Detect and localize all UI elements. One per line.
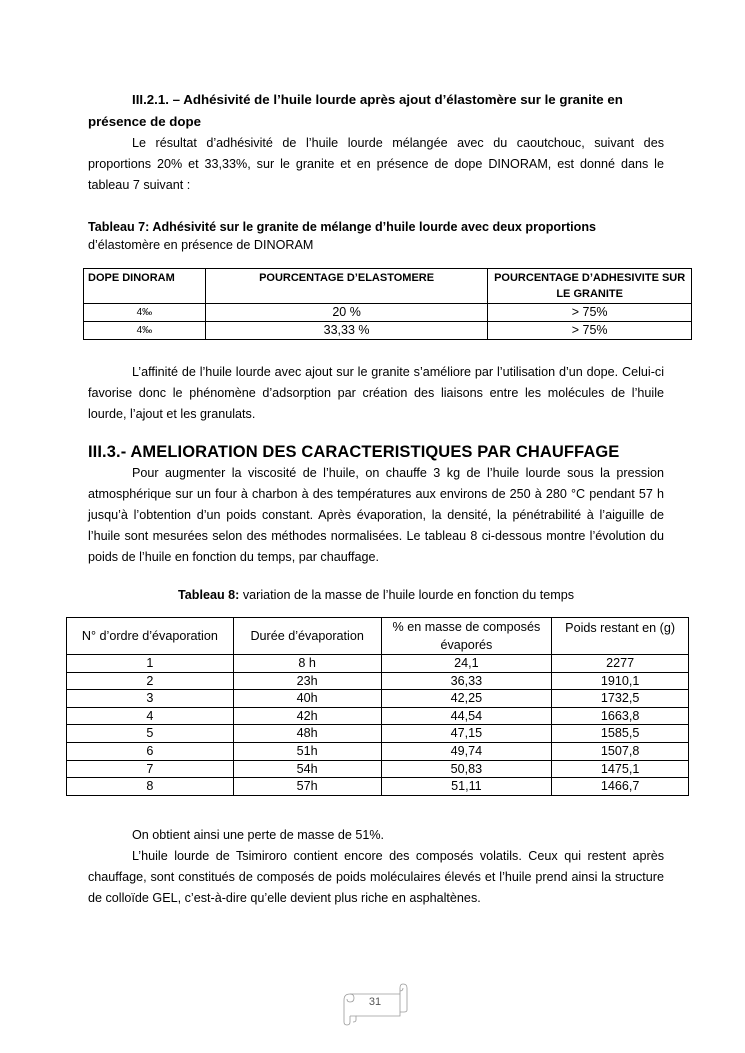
table7-header: POURCENTAGE D’ELASTOMERE <box>205 269 487 304</box>
conclusion-block <box>88 825 664 909</box>
table8-header-row <box>67 618 689 655</box>
table8-cell: 1732,5 <box>552 690 689 708</box>
table8-cell: 49,74 <box>381 742 552 760</box>
conclusion-paragraph: L’huile lourde de Tsimiroro contient encore des composés volatils. Ceux qui restent après chauffage, sont constitués de composés de poids moléculaires élevés et l’huile prend ainsi la structure de colloïde GEL, c’est-à-dire qu’elle devient plus riche en asphaltènes. <box>88 849 664 905</box>
table8-cell: 2277 <box>552 655 689 673</box>
table7-caption-normal: d’élastomère en présence de DINORAM <box>88 238 314 252</box>
table8-cell: 51h <box>233 742 381 760</box>
page-number: 31 <box>368 996 382 1008</box>
table8-header: Poids restant en (g) <box>552 618 689 655</box>
table8-cell: 1475,1 <box>552 760 689 778</box>
section-33-heading: III.3.- AMELIORATION DES CARACTERISTIQUES PAR CHAUFFAGE <box>88 443 620 461</box>
table8-cell: 1507,8 <box>552 742 689 760</box>
table8-cell: 54h <box>233 760 381 778</box>
table8-cell: 23h <box>233 672 381 690</box>
table8-cell: 51,11 <box>381 778 552 796</box>
table8-caption-normal: variation de la masse de l’huile lourde en fonction du temps <box>239 588 574 602</box>
table7-cell: > 75% <box>488 322 692 340</box>
table8-body <box>67 655 689 796</box>
section-321-paragraph: Le résultat d’adhésivité de l’huile lourde mélangée avec du caoutchouc, suivant des proportions 20% et 33,33%, sur le granite et en présence de dope DINORAM, est donné dans le tableau 7 suivant : <box>88 136 664 192</box>
table8-cell: 42h <box>233 707 381 725</box>
table8-cell: 24,1 <box>381 655 552 673</box>
table-row <box>67 760 689 778</box>
page-footer <box>340 982 410 1026</box>
table-row <box>84 304 692 322</box>
table8 <box>66 617 689 796</box>
table8-cell: 1585,5 <box>552 725 689 743</box>
section-33 <box>88 441 664 568</box>
table-row <box>67 778 689 796</box>
table8-cell: 50,83 <box>381 760 552 778</box>
table-row <box>67 725 689 743</box>
table8-cell: 36,33 <box>381 672 552 690</box>
table7-cell: 4‰ <box>84 304 206 322</box>
table8-header: % en masse de composés évaporés <box>381 618 552 655</box>
section-321 <box>88 89 664 196</box>
table7-header: POURCENTAGE D’ADHESIVITE SUR LE GRANITE <box>488 269 692 304</box>
table8-cell: 1466,7 <box>552 778 689 796</box>
table8-cell: 42,25 <box>381 690 552 708</box>
table7 <box>83 268 692 340</box>
table8-cell: 40h <box>233 690 381 708</box>
table8-cell: 6 <box>67 742 234 760</box>
table8-cell: 3 <box>67 690 234 708</box>
table8-header: Durée d’évaporation <box>233 618 381 655</box>
table8-cell: 47,15 <box>381 725 552 743</box>
table8-cell: 7 <box>67 760 234 778</box>
table8-cell: 1910,1 <box>552 672 689 690</box>
table7-cell: 4‰ <box>84 322 206 340</box>
table7-header: DOPE DINORAM <box>84 269 206 304</box>
table7-caption <box>88 218 688 254</box>
table-row <box>67 707 689 725</box>
section-33-paragraph: Pour augmenter la viscosité de l’huile, on chauffe 3 kg de l’huile lourde sous la pression atmosphérique sur un four à charbon à des températures aux environs de 250 à 280 °C pendant 57 h jusqu’à l’obtention d’un poids constant. Après évaporation, la densité, la pénétrabilité à l’aiguille de l’huile sont mesurées selon des méthodes normalisées. Le tableau 8 ci-dessous montre l’évolution du poids de l’huile en fonction du temps, par chauffage. <box>88 466 664 564</box>
table8-cell: 5 <box>67 725 234 743</box>
table8-cell: 48h <box>233 725 381 743</box>
table8-cell: 44,54 <box>381 707 552 725</box>
table-row <box>67 655 689 673</box>
table8-cell: 1 <box>67 655 234 673</box>
table-row <box>67 672 689 690</box>
table7-cell: 33,33 % <box>205 322 487 340</box>
table8-cell: 4 <box>67 707 234 725</box>
table8-cell: 57h <box>233 778 381 796</box>
table8-cell: 8 h <box>233 655 381 673</box>
table7-cell: > 75% <box>488 304 692 322</box>
affinite-paragraph: L’affinité de l’huile lourde avec ajout sur le granite s’améliore par l’utilisation d’un dope. Celui-ci favorise donc le phénomène d’adsorption par création des liaisons entre les molécules de l’huile lourde, l’ajout et les granulats. <box>88 365 664 421</box>
table-row <box>67 742 689 760</box>
table8-caption-bold: Tableau 8: <box>178 588 240 602</box>
table8-header: N° d’ordre d’évaporation <box>67 618 234 655</box>
table-row <box>67 690 689 708</box>
table8-cell: 1663,8 <box>552 707 689 725</box>
section-321-heading-line2: présence de dope <box>88 114 202 129</box>
conclusion-line1: On obtient ainsi une perte de masse de 51%. <box>132 828 385 842</box>
affinite-block <box>88 362 664 425</box>
table7-cell: 20 % <box>205 304 487 322</box>
section-321-heading-line1: III.2.1. – Adhésivité de l’huile lourde après ajout d’élastomère sur le granite en <box>132 92 623 107</box>
table8-caption <box>60 586 692 604</box>
table7-header-row <box>84 269 692 304</box>
table-row <box>84 322 692 340</box>
table7-caption-bold: Tableau 7: Adhésivité sur le granite de mélange d’huile lourde avec deux proportions <box>88 220 597 234</box>
table8-cell: 2 <box>67 672 234 690</box>
table8-cell: 8 <box>67 778 234 796</box>
